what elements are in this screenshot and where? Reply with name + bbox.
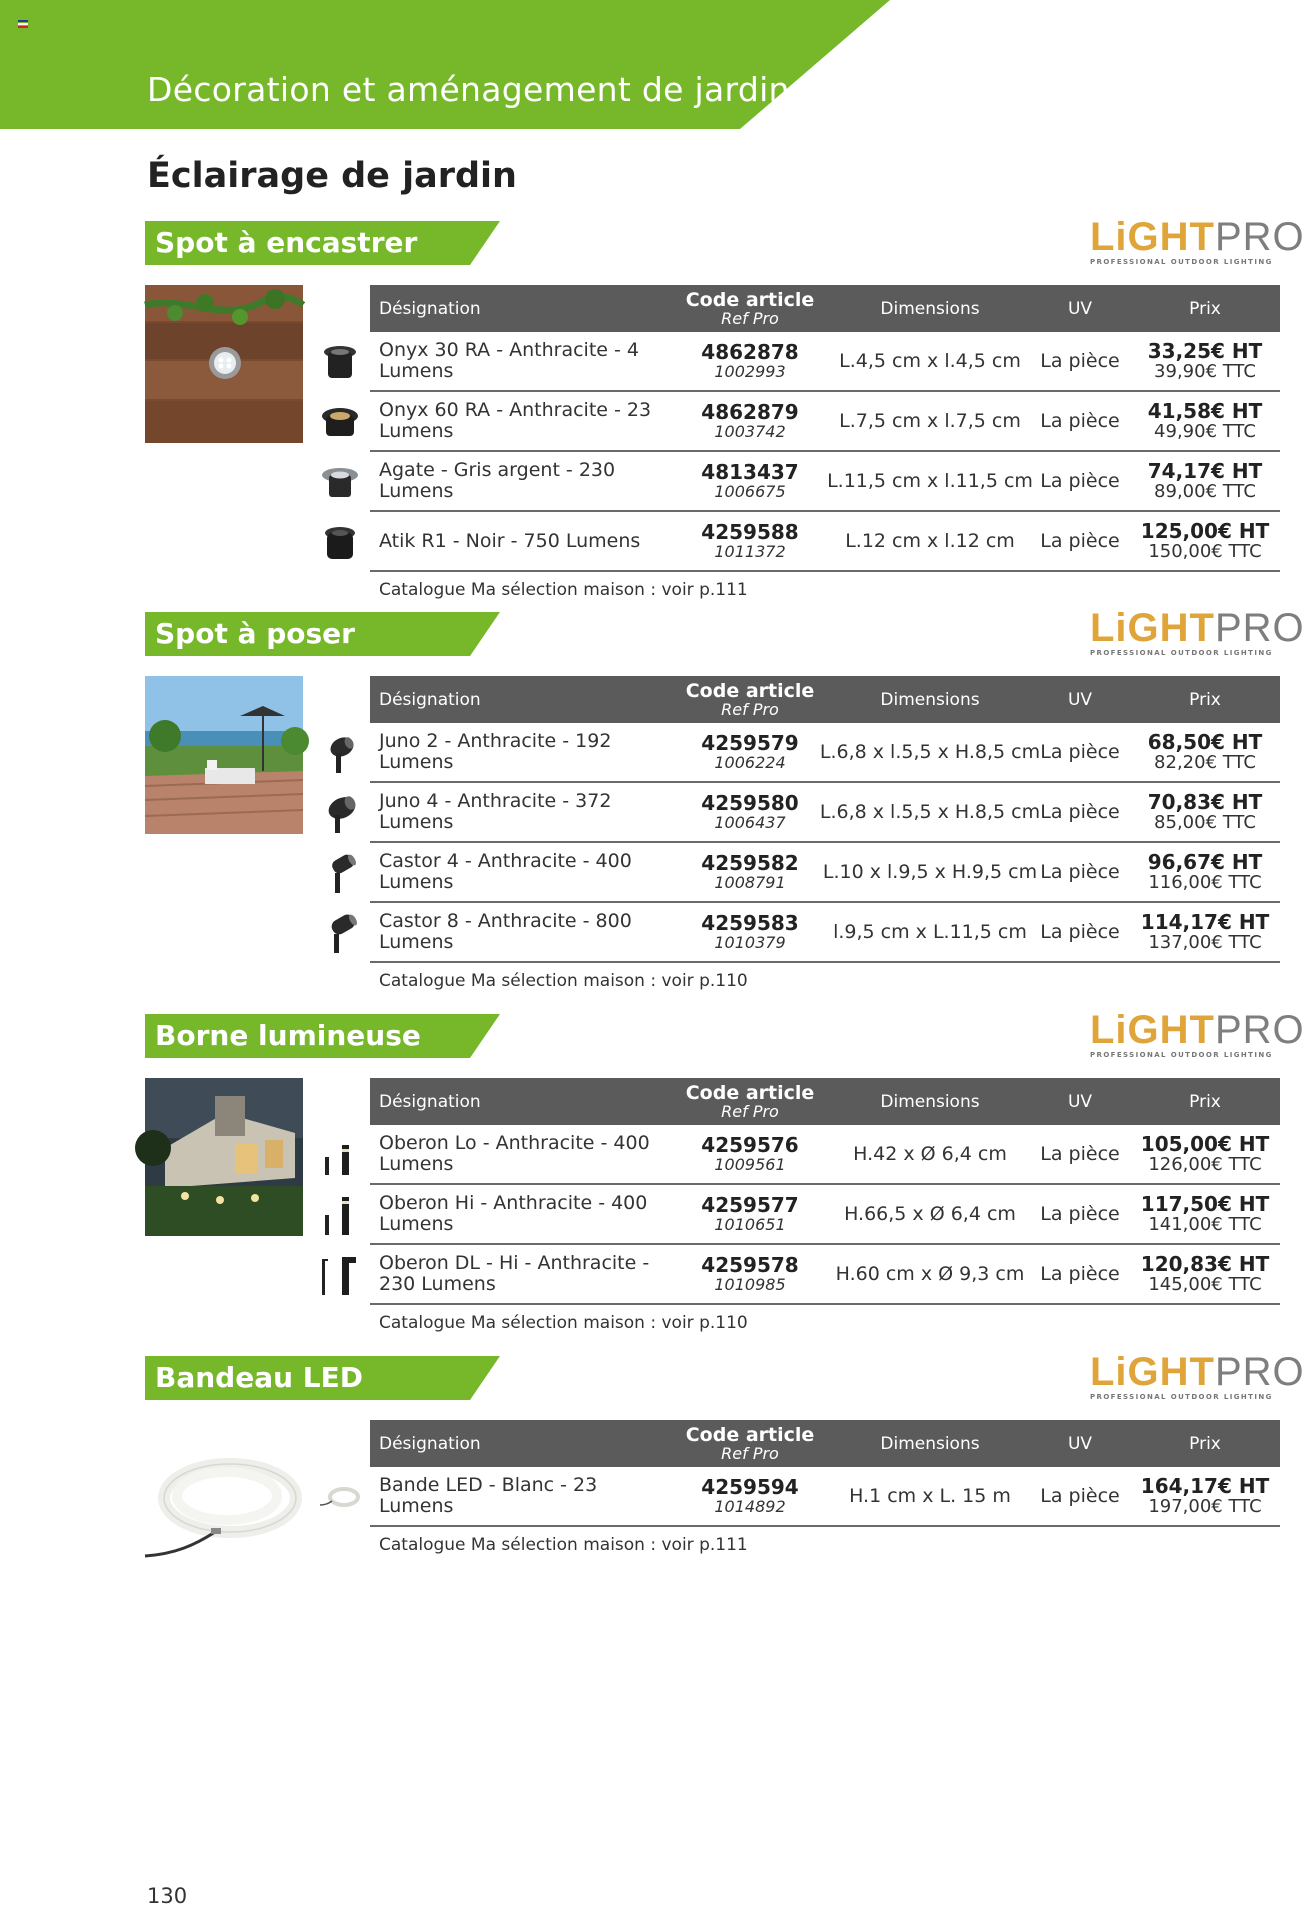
spike-spot-icon [320,793,360,835]
col-uv: UV [1067,689,1093,710]
spike-spot-icon [320,913,360,955]
table-row: Oberon Hi - Anthracite - 400 Lumens 4259577 1010651 H.66,5 x Ø 6,4 cm La pièce 117,50€ HT 141,00€ TTC [370,1185,1280,1245]
col-designation: Désignation [379,298,481,319]
catalog-note: Catalogue Ma sélection maison : voir p.111 [379,1535,748,1555]
product-photo-house-night [145,1078,303,1236]
table-row: Juno 2 - Anthracite - 192 Lumens 4259579 1006224 L.6,8 x l.5,5 x H.8,5 cm La pièce 68,50€ HT 82,20€ TTC [370,723,1280,783]
col-uv: UV [1067,298,1093,319]
table-row: Juno 4 - Anthracite - 372 Lumens 4259580 1006437 L.6,8 x l.5,5 x H.8,5 cm La pièce 70,83€ HT 85,00€ TTC [370,783,1280,843]
col-prix: Prix [1189,1091,1221,1112]
section-title: Borne lumineuse [155,1019,421,1052]
col-dimensions: Dimensions [880,1091,980,1112]
banner-shape [0,0,890,129]
bollard-icon [320,1135,360,1177]
recessed-spot-icon [320,402,360,444]
col-dimensions: Dimensions [880,1433,980,1454]
page-number: 130 [147,1884,188,1908]
table-row: Atik R1 - Noir - 750 Lumens 4259588 1011372 L.12 cm x l.12 cm La pièce 125,00€ HT 150,00€ TTC [370,512,1280,572]
col-designation: Désignation [379,1433,481,1454]
table-header [370,1420,1280,1467]
product-table [370,1420,1280,1527]
section-title: Bandeau LED [155,1361,363,1394]
table-row: Castor 8 - Anthracite - 800 Lumens 4259583 1010379 l.9,5 cm x L.11,5 cm La pièce 114,17€ HT 137,00€ TTC [370,903,1280,963]
table-row: Oberon DL - Hi - Anthracite - 230 Lumens 4259578 1010985 H.60 cm x Ø 9,3 cm La pièce 120,83€ HT 145,00€ TTC [370,1245,1280,1305]
bollard-icon [320,1255,360,1297]
flag-icon [18,20,28,28]
catalog-note: Catalogue Ma sélection maison : voir p.110 [379,971,748,991]
table-header [370,1078,1280,1125]
table-header [370,676,1280,723]
col-uv: UV [1067,1433,1093,1454]
spike-spot-icon [320,733,360,775]
product-table [370,285,1280,572]
catalog-note: Catalogue Ma sélection maison : voir p.111 [379,580,748,600]
col-prix: Prix [1189,689,1221,710]
col-code: Code article Ref Pro [685,1082,815,1121]
section-header [145,1014,500,1058]
lightpro-logo: LiGHTPRO PROFESSIONAL OUTDOOR LIGHTING [1090,1350,1305,1401]
col-prix: Prix [1189,1433,1221,1454]
table-row: Onyx 60 RA - Anthracite - 23 Lumens 4862879 1003742 L.7,5 cm x l.7,5 cm La pièce 41,58€ HT 49,90€ TTC [370,392,1280,452]
col-dimensions: Dimensions [880,689,980,710]
top-banner [0,0,890,129]
spike-spot-icon [320,853,360,895]
col-designation: Désignation [379,1091,481,1112]
table-row: Agate - Gris argent - 230 Lumens 4813437 1006675 L.11,5 cm x l.11,5 cm La pièce 74,17€ HT 89,00€ TTC [370,452,1280,512]
recessed-spot-icon [320,342,360,384]
product-photo-terrace [145,676,303,834]
col-prix: Prix [1189,298,1221,319]
col-uv: UV [1067,1091,1093,1112]
table-row: Oberon Lo - Anthracite - 400 Lumens 4259576 1009561 H.42 x Ø 6,4 cm La pièce 105,00€ HT 126,00€ TTC [370,1125,1280,1185]
banner-title: Décoration et aménagement de jardin [147,70,790,109]
page-title: Éclairage de jardin [147,156,517,196]
recessed-spot-icon [320,522,360,564]
lightpro-logo: LiGHTPRO PROFESSIONAL OUTDOOR LIGHTING [1090,1008,1305,1059]
col-designation: Désignation [379,689,481,710]
section-header [145,221,500,265]
led-strip-icon [320,1477,360,1519]
bollard-icon [320,1195,360,1237]
col-code: Code article Ref Pro [685,289,815,328]
col-dimensions: Dimensions [880,298,980,319]
section-header [145,612,500,656]
section-header [145,1356,500,1400]
section-title: Spot à poser [155,617,355,650]
product-photo-deck-spot [145,285,303,443]
col-code: Code article Ref Pro [685,680,815,719]
catalog-note: Catalogue Ma sélection maison : voir p.110 [379,1313,748,1333]
product-table [370,676,1280,963]
col-code: Code article Ref Pro [685,1424,815,1463]
product-photo-led-strip [145,1420,303,1578]
table-row: Castor 4 - Anthracite - 400 Lumens 4259582 1008791 L.10 x l.9,5 x H.9,5 cm La pièce 96,67€ HT 116,00€ TTC [370,843,1280,903]
table-header [370,285,1280,332]
table-row: Bande LED - Blanc - 23 Lumens 4259594 1014892 H.1 cm x L. 15 m La pièce 164,17€ HT 197,00€ TTC [370,1467,1280,1527]
recessed-spot-icon [320,462,360,504]
table-row: Onyx 30 RA - Anthracite - 4 Lumens 4862878 1002993 L.4,5 cm x l.4,5 cm La pièce 33,25€ HT 39,90€ TTC [370,332,1280,392]
lightpro-logo: LiGHTPRO PROFESSIONAL OUTDOOR LIGHTING [1090,606,1305,657]
lightpro-logo: LiGHTPRO PROFESSIONAL OUTDOOR LIGHTING [1090,215,1305,266]
product-table [370,1078,1280,1305]
section-title: Spot à encastrer [155,226,418,259]
